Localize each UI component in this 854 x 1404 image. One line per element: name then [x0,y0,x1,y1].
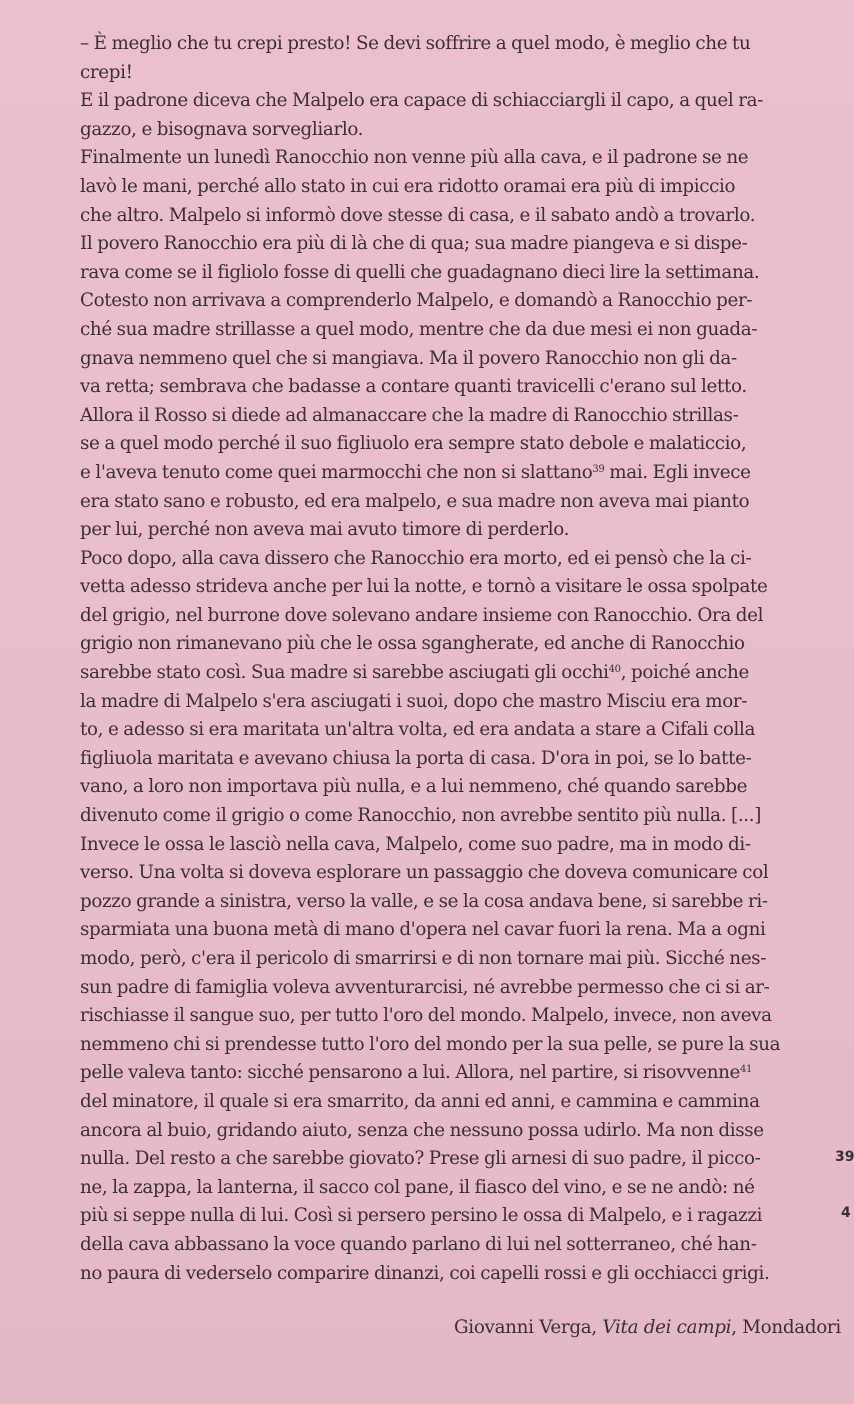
text-line: Il povero Ranocchio era più di là che di qua; sua madre piangeva e si dispe- [80,233,748,255]
text-line: per lui, perché non aveva mai avuto timore di perderlo. [80,519,570,541]
text-line-with-footnote [80,1059,850,1088]
text-line: modo, però, c'era il pericolo di smarrirsi e di non tornare mai più. Sicché nes- [80,948,767,969]
page-text [80,30,850,1390]
source-citation [454,1317,841,1338]
text-line: vano, a loro non importava più nulla, e a lui nemmeno, ché quando sarebbe [80,776,748,798]
footnote-ref-40[interactable]: 40 [608,664,621,676]
text-line: sun padre di famiglia voleva avventurarcisi, né avrebbe permesso che ci si ar- [80,976,770,998]
source-work-title: Vita dei campi [602,1317,732,1338]
text-line-with-footnote [80,459,850,488]
text-line: che altro. Malpelo si informò dove stesse di casa, e il sabato andò a trovarlo. [80,204,756,226]
text-line: pozzo grande a sinistra, verso la valle, e se la cosa andava bene, si sarebbe ri- [80,890,768,912]
text-line: del grigio, nel burrone dove solevano andare insieme con Ranocchio. Ora del [80,604,764,626]
text-segment: , poiché anche [620,662,749,684]
text-line: E il padrone diceva che Malpelo era capace di schiacciargli il capo, a quel ra- [80,90,763,112]
source-author: Giovanni Verga, [454,1317,603,1338]
text-segment: sarebbe stato così. Sua madre si sarebbe asciugati gli occhi [80,662,609,684]
text-line: figliuola maritata e avevano chiusa la porta di casa. D'ora in poi, se lo batte- [80,747,752,769]
footnote-ref-39[interactable]: 39 [592,463,605,475]
text-line: della cava abbassano la voce quando parlano di lui nel sotterraneo, ché han- [80,1233,757,1255]
text-line: rischiasse il sangue suo, per tutto l'oro del mondo. Malpelo, invece, non aveva [80,1005,772,1027]
margin-footnote-number: 39 [835,1149,854,1165]
body-text [80,30,850,1288]
text-line: va retta; sembrava che badasse a contare quanti travicelli c'erano sul letto. [80,376,747,398]
text-line: to, e adesso si era maritata un'altra volta, ed era andata a stare a Cifali colla [80,719,756,741]
text-line: grigio non rimanevano più che le ossa sgangherate, ed anche di Ranocchio [80,633,745,655]
source-publisher: , Mondadori [731,1317,841,1338]
text-line: ancora al buio, gridando aiuto, senza che nessuno possa udirlo. Ma non disse [80,1119,764,1141]
text-line: Finalmente un lunedì Ranocchio non venne più alla cava, e il padrone se ne [80,147,749,169]
text-line: gazzo, e bisognava sorvegliarlo. [80,118,364,140]
text-line: – È meglio che tu crepi presto! Se devi soffrire a quel modo, è meglio che tu [80,33,751,54]
text-line: nulla. Del resto a che sarebbe giovato? Prese gli arnesi di suo padre, il picco- [80,1148,761,1170]
text-line-with-footnote [80,659,850,688]
text-line: Invece le ossa le lasciò nella cava, Malpelo, come suo padre, ma in modo di- [80,833,751,855]
text-line: era stato sano e robusto, ed era malpelo, e sua madre non aveva mai pianto [80,490,750,512]
text-line: vetta adesso strideva anche per lui la notte, e tornò a visitare le ossa spolpate [80,576,768,598]
text-line: la madre di Malpelo s'era asciugati i suoi, dopo che mastro Misciu era mor- [80,690,748,712]
text-line: se a quel modo perché il suo figliuolo era sempre stato debole e malaticcio, [80,433,747,455]
text-line: del minatore, il quale si era smarrito, da anni ed anni, e cammina e cammina [80,1090,760,1112]
text-line: verso. Una volta si doveva esplorare un passaggio che doveva comunicare col [80,862,769,884]
text-line: lavò le mani, perché allo stato in cui era ridotto oramai era più di impiccio [80,175,736,197]
text-line: crepi! [80,61,133,83]
text-line: ne, la zappa, la lanterna, il sacco col pane, il fiasco del vino, e se ne andò: né [80,1176,755,1198]
text-line: Poco dopo, alla cava dissero che Ranocchio era morto, ed ei pensò che la ci- [80,547,752,569]
text-line: sparmiata una buona metà di mano d'opera nel cavar fuori la rena. Ma a ogni [80,919,766,941]
text-line: rava come se il figliolo fosse di quelli che guadagnano dieci lire la settimana. [80,261,760,283]
text-segment: mai. Egli invece [604,461,751,483]
text-line: divenuto come il grigio o come Ranocchio, non avrebbe sentito più nulla. [...] [80,805,762,827]
text-line: no paura di vederselo comparire dinanzi, coi capelli rossi e gli occhiacci grigi. [80,1262,770,1284]
text-line: gnava nemmeno quel che si mangiava. Ma il povero Ranocchio non gli da- [80,347,737,369]
text-line: Allora il Rosso si diede ad almanaccare che la madre di Ranocchio strillas- [80,404,739,426]
text-segment: e l'aveva tenuto come quei marmocchi che non si slattano [80,461,593,483]
footnote-ref-41[interactable]: 41 [740,1064,753,1076]
text-line: nemmeno chi si prendesse tutto l'oro del mondo per la sua pelle, se pure la sua [80,1033,781,1055]
text-segment: pelle valeva tanto: sicché pensarono a lui. Allora, nel partire, si risovvenne [80,1062,741,1084]
text-line: Cotesto non arrivava a comprenderlo Malpelo, e domandò a Ranocchio per- [80,290,753,312]
text-line: più si seppe nulla di lui. Così si persero persino le ossa di Malpelo, e i ragazzi [80,1205,763,1227]
margin-footnote-number: 4 [841,1205,851,1221]
text-line: ché sua madre strillasse a quel modo, mentre che da due mesi ei non guada- [80,318,758,340]
